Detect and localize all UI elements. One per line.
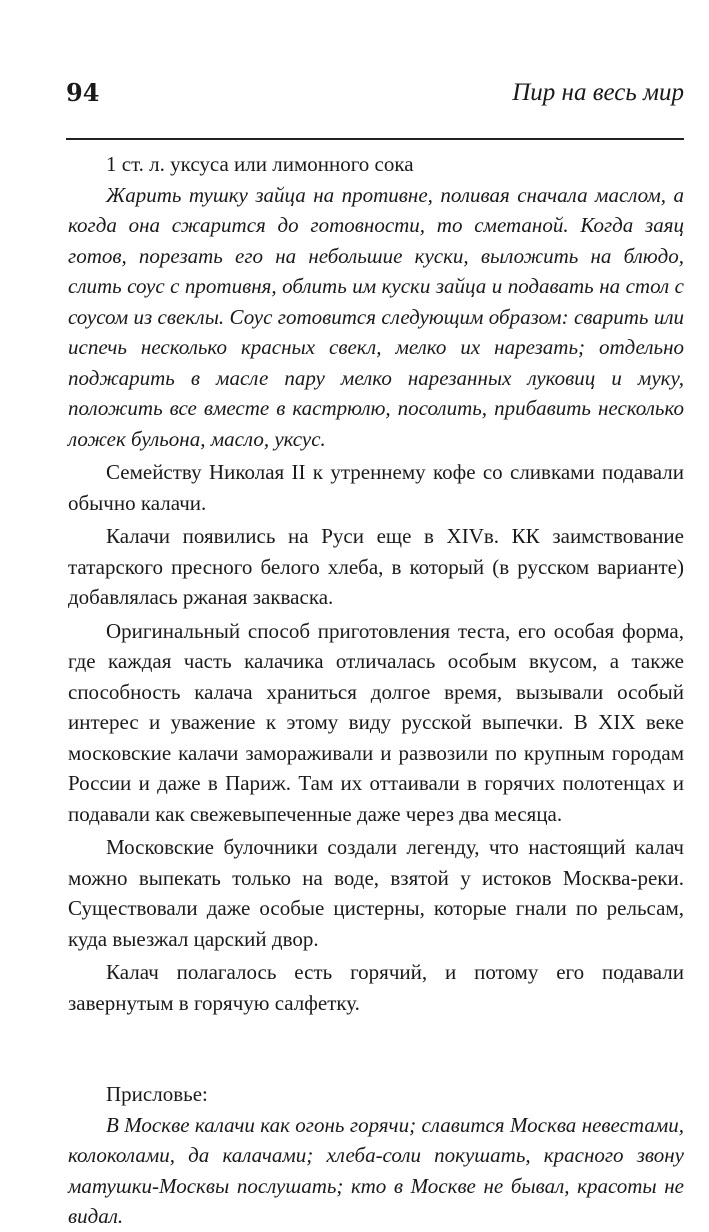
proverb-text: В Москве калачи как огонь горячи; славится Москва невестами, колоколами, да калачами; хлеба-соли покушать, красного звону матушки-Москвы послушать; кто в Москве не бывал, красоты не видал. xyxy=(68,1112,684,1228)
proverb-label: Присловье: xyxy=(106,1082,208,1106)
recipe-instructions: Жарить тушку зайца на противне, поливая сначала маслом, а когда она сжарится до готовности, то сметаной. Когда заяц готов, порезать его на небольшие куски, выложить на блюдо, слить соус с противня, облить им куски зайца и подавать на стол с соусом из свеклы. Соус готовится следующим образом: сварить или испечь несколько красных свекл, мелко их нарезать; отдельно поджарить в масле пару мелко нарезанных луковиц и муку, положить все вместе в кастрюлю, посолить, прибавить несколько ложек бульона, масло, уксус. xyxy=(68,182,684,451)
ingredient-line: 1 ст. л. уксуса или лимонного сока xyxy=(106,152,414,176)
page-number: 94 xyxy=(66,78,100,107)
page-body xyxy=(68,149,684,1232)
paragraph-moscow-bakers: Московские булочники создали легенду, что настоящий калач можно выпекать только на воде, взятой у истоков Москва-реки. Существовали даже особые цистерны, которые гнали по рельсам, куда выезжал царский двор. xyxy=(68,835,684,951)
paragraph-kalachi-origin: Калачи появились на Руси еще в XIVв. КК заимствование татарского пресного белого хлеба, в который (в русском варианте) добавлялась ржаная закваска. xyxy=(68,524,684,609)
paragraph-dough-method: Оригинальный способ приготовления теста, его особая форма, где каждая часть калачика отличалась особым вкусом, а также способность калача храниться долгое время, вызывали особый интерес и уважение к этому виду русской выпечки. В XIX веке московские калачи замораживали и развозили по крупным городам России и даже в Париж. Там их оттаивали в горячих полотенцах и подавали как свежевыпеченные даже через два месяца. xyxy=(68,618,684,826)
paragraph-serving: Калач полагалось есть горячий, и потому его подавали завернутым в горячую салфетку. xyxy=(68,960,684,1015)
paragraph-nicholas: Семейству Николая II к утреннему кофе со сливками подавали обычно калачи. xyxy=(68,460,684,515)
header-rule xyxy=(66,138,684,140)
running-head-title: Пир на весь мир xyxy=(512,79,684,106)
